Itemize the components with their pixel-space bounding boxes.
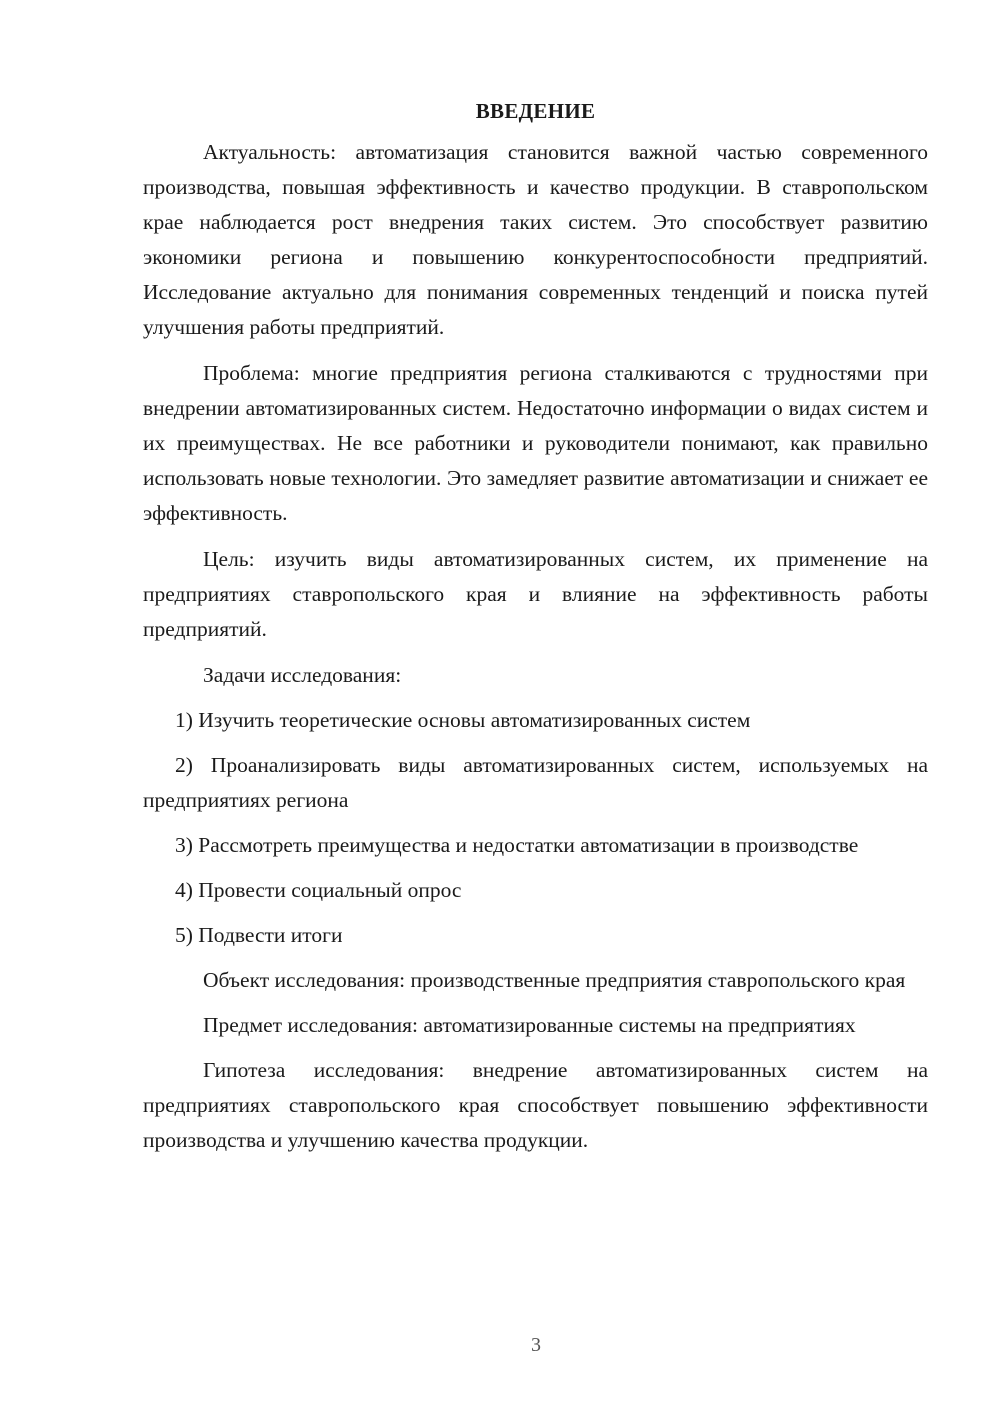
relevance-paragraph: Актуальность: автоматизация становится важной частью современного производства, повышая эффективность и качество продукции. В ставропольском крае наблюдается рост внедрения таких систем. Это способствует развитию экономики региона и повышению конкурентоспособности предприятий. Исследование актуально для понимания современных тенденций и поиска путей улучшения работы предприятий. bbox=[143, 140, 928, 339]
task-item: 4) Провести социальный опрос bbox=[175, 878, 462, 902]
document-page bbox=[143, 94, 928, 1158]
tasks-heading: Задачи исследования: bbox=[203, 663, 402, 687]
task-item: 1) Изучить теоретические основы автоматизированных систем bbox=[175, 708, 751, 732]
problem-paragraph: Проблема: многие предприятия региона сталкиваются с трудностями при внедрении автоматизированных систем. Недостаточно информации о видах систем и их преимуществах. Не все работники и руководители понимают, как правильно использовать новые технологии. Это замедляет развитие автоматизации и снижает ее эффективность. bbox=[143, 361, 928, 525]
section-title: ВВЕДЕНИЕ bbox=[475, 99, 596, 123]
page-number: 3 bbox=[531, 1334, 541, 1356]
goal-paragraph: Цель: изучить виды автоматизированных систем, их применение на предприятиях ставропольского края и влияние на эффективность работы предприятий. bbox=[143, 547, 928, 641]
task-item: 2) Проанализировать виды автоматизированных систем, используемых на предприятиях региона bbox=[143, 753, 928, 812]
task-item: 3) Рассмотреть преимущества и недостатки автоматизации в производстве bbox=[175, 833, 859, 857]
hypothesis-paragraph: Гипотеза исследования: внедрение автоматизированных систем на предприятиях ставропольского края способствует повышению эффективности производства и улучшению качества продукции. bbox=[143, 1058, 928, 1152]
object-paragraph: Объект исследования: производственные предприятия ставропольского края bbox=[203, 968, 906, 992]
subject-paragraph: Предмет исследования: автоматизированные системы на предприятиях bbox=[203, 1013, 856, 1037]
task-item: 5) Подвести итоги bbox=[175, 923, 343, 947]
